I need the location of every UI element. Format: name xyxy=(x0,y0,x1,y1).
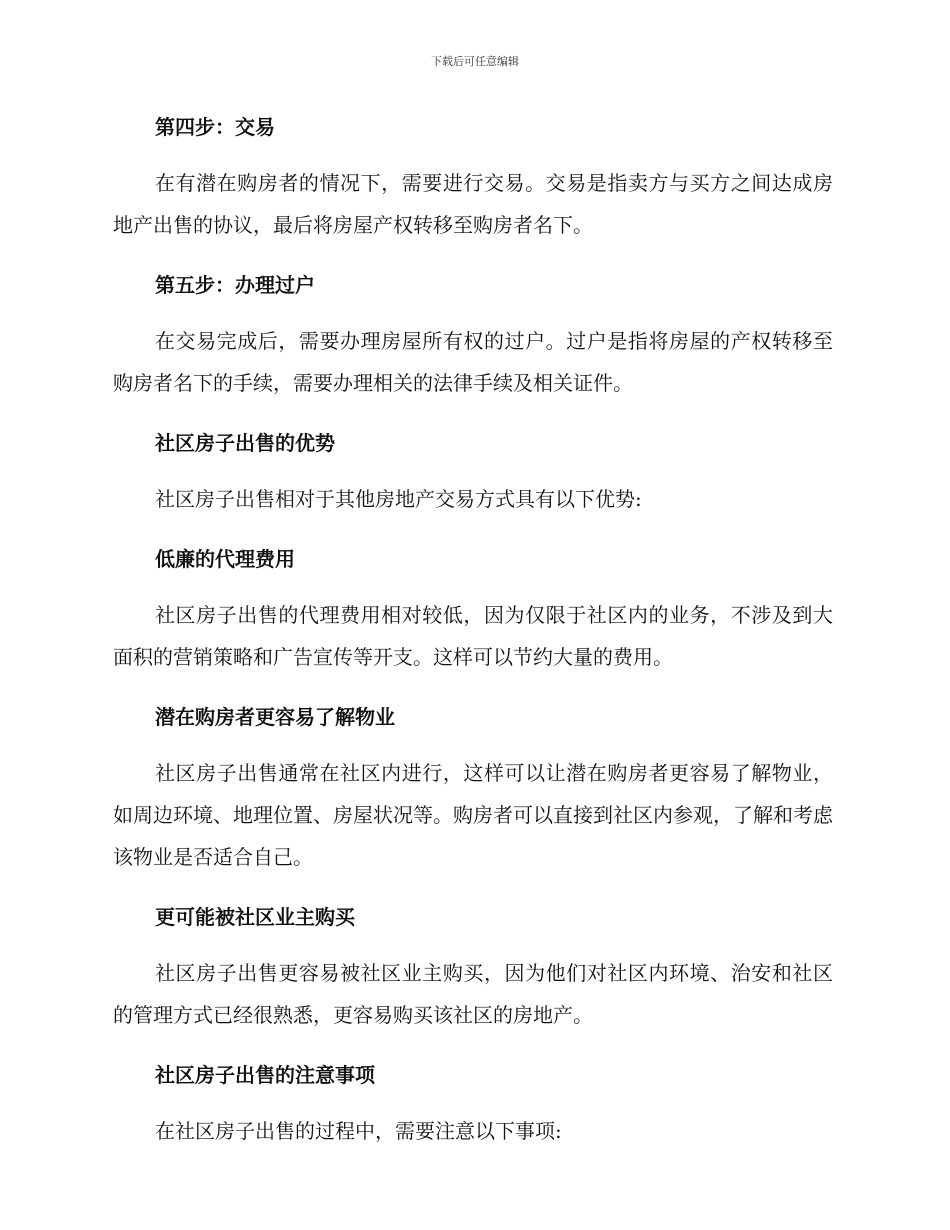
section-heading: 第四步：交易 xyxy=(155,115,275,139)
section-heading: 社区房子出售的注意事项 xyxy=(155,1063,375,1087)
section-paragraph: 社区房子出售通常在社区内进行，这样可以让潜在购房者更容易了解物业，如周边环境、地理位置、房屋状况等。购房者可以直接到社区内参观，了解和考虑该物业是否适合自己。 xyxy=(113,761,833,869)
section-paragraph: 在社区房子出售的过程中，需要注意以下事项: xyxy=(155,1119,562,1143)
section-heading: 第五步：办理过户 xyxy=(155,273,315,297)
section-paragraph: 社区房子出售的代理费用相对较低，因为仅限于社区内的业务，不涉及到大面积的营销策略和广告宣传等开支。这样可以节约大量的费用。 xyxy=(113,603,833,669)
section-paragraph: 社区房子出售相对于其他房地产交易方式具有以下优势: xyxy=(155,487,642,511)
section-paragraph: 在交易完成后，需要办理房屋所有权的过户。过户是指将房屋的产权转移至购房者名下的手续，需要办理相关的法律手续及相关证件。 xyxy=(113,329,833,395)
section-heading: 潜在购房者更容易了解物业 xyxy=(155,705,395,729)
section-paragraph: 在有潜在购房者的情况下，需要进行交易。交易是指卖方与买方之间达成房地产出售的协议，最后将房屋产权转移至购房者名下。 xyxy=(113,171,833,237)
document-body xyxy=(113,110,833,1152)
section-heading: 更可能被社区业主购买 xyxy=(155,905,355,929)
section-paragraph: 社区房子出售更容易被社区业主购买，因为他们对社区内环境、治安和社区的管理方式已经很熟悉，更容易购买该社区的房地产。 xyxy=(113,961,833,1027)
section-heading: 低廉的代理费用 xyxy=(155,547,295,571)
page-header-note: 下载后可任意编辑 xyxy=(431,55,519,68)
section-heading: 社区房子出售的优势 xyxy=(155,431,335,455)
